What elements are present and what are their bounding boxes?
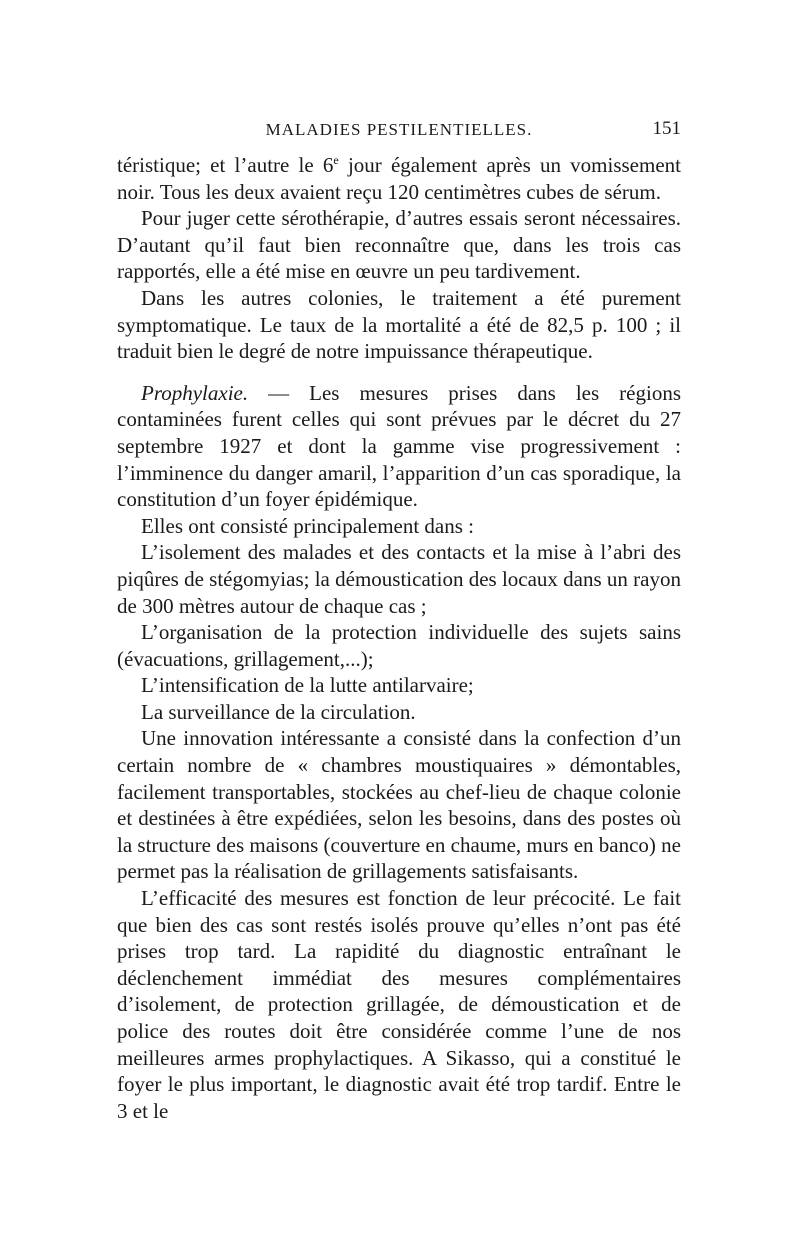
page-number: 151 (652, 118, 681, 139)
measure-item-protection: L’organisation de la protection individuelle des sujets sains (évacuations, grillagement,...); (117, 620, 681, 671)
section-text: — Les mesures prises dans les régions contaminées furent celles qui sont prévues par le décret du 27 septembre 1927 et dont la gamme vise progressivement : l’imminence du danger amaril, l’apparition d’un cas sporadique, la constitution d’un foyer épidémique. (117, 380, 681, 512)
running-title: MALADIES PESTILENTIELLES. (265, 120, 533, 139)
paragraph-1-end: jour également après un vomissement noir. Tous les deux avaient reçu 120 centimètres cubes de sérum. (117, 153, 681, 204)
measure-item-antilarval: L’intensification de la lutte antilarvaire; (141, 673, 474, 698)
section-gap (117, 365, 681, 380)
section-title: Prophylaxie. (141, 380, 249, 405)
paragraph-2: Pour juger cette sérothérapie, d’autres essais seront nécessaires. D’autant qu’il faut bien reconnaître que, dans les trois cas rapportés, elle a été mise en œuvre un peu tardivement. (117, 206, 681, 284)
measure-item-surveillance: La surveillance de la circulation. (141, 699, 416, 724)
paragraph-prophylaxie (117, 380, 681, 513)
paragraph-3: Dans les autres colonies, le traitement a été purement symptomatique. Le taux de la mortalité a été de 82,5 p. 100 ; il traduit bien le degré de notre impuissance thérapeutique. (117, 285, 681, 364)
paragraph-1 (117, 152, 681, 205)
measure-item-isolation: L’isolement des malades et des contacts et la mise à l’abri des piqûres de stégomyias; la démoustication des locaux dans un rayon de 300 mètres autour de chaque cas ; (117, 540, 681, 618)
paragraph-1-start: téristique; et l’autre le 6 (117, 153, 334, 177)
book-page (117, 112, 681, 1124)
paragraph-efficacite: L’efficacité des mesures est fonction de leur précocité. Le fait que bien des cas sont restés isolés prouve qu’elles n’ont pas été prises trop tard. La rapidité du diagnostic entraînant le déclenchement immédiat des mesures complémentaires d’isolement, de protection grillagée, de démoustication et de police des routes doit être considérée comme l’une de nos meilleures armes prophylactiques. A Sikasso, qui a constitué le foyer le plus important, le diagnostic avait été trop tardif. Entre le 3 et le (117, 886, 681, 1123)
paragraph-innovation: Une innovation intéressante a consisté dans la confection d’un certain nombre de « chambres moustiquaires » démontables, facilement transportables, stockées au chef-lieu de chaque colonie et destinées à être expédiées, selon les besoins, dans des postes où la structure des maisons (couverture en chaume, murs en banco) ne permet pas la réalisation de grillagements satisfaisants. (117, 726, 681, 884)
paragraph-5: Elles ont consisté principalement dans : (141, 513, 475, 538)
ordinal-superscript: e (333, 153, 339, 167)
page-header (117, 112, 681, 152)
